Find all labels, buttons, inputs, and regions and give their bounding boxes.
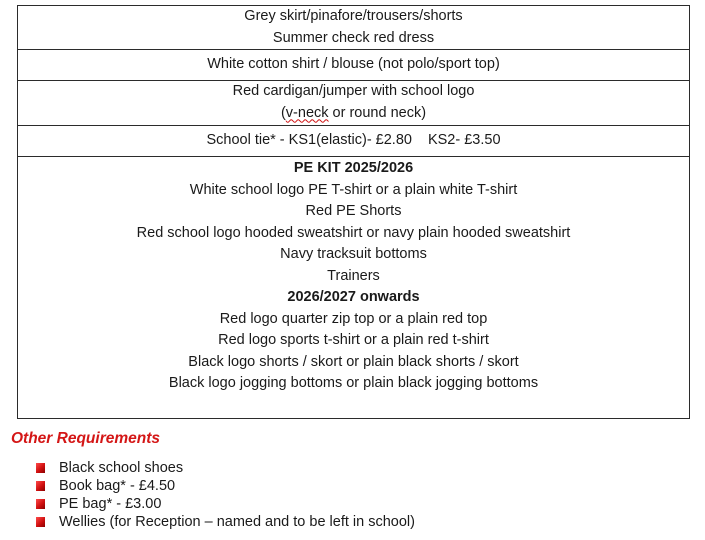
pe-kit-future-heading: 2026/2027 onwards <box>287 289 420 305</box>
pe-kit-item: White school logo PE T-shirt or a plain white T-shirt <box>189 181 518 198</box>
neck-options-rest: or round neck) <box>328 104 427 121</box>
pe-kit-future-item: Red logo quarter zip top or a plain red top <box>219 310 488 327</box>
requirement-text: PE bag* - £3.00 <box>59 496 162 512</box>
spellcheck-marked-word: v-neck <box>285 104 329 121</box>
pe-kit-item: Red PE Shorts <box>305 203 402 219</box>
pe-kit-item: Trainers <box>327 267 380 284</box>
pe-kit-future-item: Black logo shorts / skort or plain black shorts / skort <box>188 353 519 370</box>
list-item <box>36 477 415 495</box>
list-item <box>36 513 415 531</box>
uniform-row-cardigan <box>18 81 689 126</box>
uniform-item: White cotton shirt / blouse (not polo/sport top) <box>207 56 500 73</box>
tie-price-ks2: KS2- £3.50 <box>427 132 501 149</box>
uniform-row-tie <box>18 126 689 157</box>
uniform-item-neck-options <box>18 103 689 125</box>
pe-kit-future-item: Black logo jogging bottoms or plain black jogging bottoms <box>168 375 539 391</box>
red-square-bullet-icon <box>36 463 45 473</box>
red-square-bullet-icon <box>36 517 45 527</box>
uniform-item: Grey skirt/pinafore/trousers/shorts <box>244 8 463 24</box>
uniform-item: Summer check red dress <box>272 29 435 46</box>
other-requirements-heading: Other Requirements <box>11 430 161 447</box>
requirement-text: Book bag* - £4.50 <box>59 478 176 494</box>
pe-kit-heading: PE KIT 2025/2026 <box>293 160 414 176</box>
list-item <box>36 495 415 513</box>
list-item <box>36 459 415 477</box>
uniform-row-shirt <box>18 50 689 81</box>
pe-kit-item: Navy tracksuit bottoms <box>280 246 427 262</box>
pe-kit-section <box>18 157 689 418</box>
uniform-row-skirt-dress <box>18 6 689 50</box>
tie-price-ks1: School tie* - KS1(elastic)- £2.80 <box>206 132 412 149</box>
pe-kit-future-item: Red logo sports t-shirt or a plain red t-shirt <box>218 332 489 348</box>
red-square-bullet-icon <box>36 481 45 491</box>
paren-open: ( <box>280 104 286 121</box>
uniform-table <box>17 5 690 419</box>
uniform-item: Red cardigan/jumper with school logo <box>232 83 475 99</box>
requirement-text: Black school shoes <box>59 460 184 476</box>
red-square-bullet-icon <box>36 499 45 509</box>
requirement-text: Wellies (for Reception – named and to be left in school) <box>59 514 415 530</box>
pe-kit-item: Red school logo hooded sweatshirt or navy plain hooded sweatshirt <box>136 224 571 241</box>
other-requirements-list <box>36 459 415 531</box>
